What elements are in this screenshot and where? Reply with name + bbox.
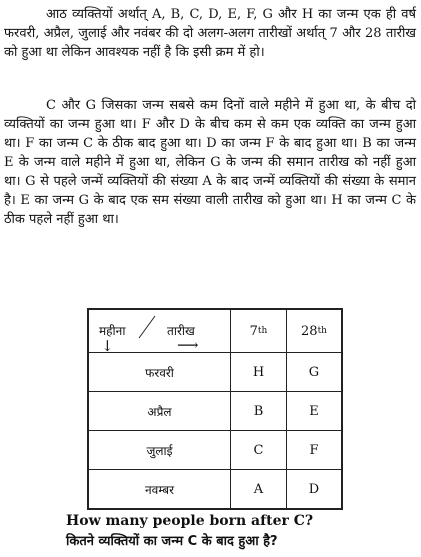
row-month-label: जुलाई bbox=[146, 443, 173, 458]
header-slash-icon bbox=[135, 312, 159, 352]
table-header-corner bbox=[89, 310, 230, 355]
table-cell: C bbox=[253, 442, 264, 458]
arrow-right-icon: ⟶ bbox=[177, 336, 199, 354]
question-hindi: कितने व्यक्तियों का जन्म C के बाद हुआ है? bbox=[66, 534, 278, 549]
column-header-7th-suffix: th bbox=[257, 326, 268, 336]
table-cell: F bbox=[309, 442, 319, 458]
row-month-label: अप्रैल bbox=[147, 404, 172, 419]
question-english: How many people born after C? bbox=[66, 513, 314, 529]
column-header-28th-value: 28 bbox=[301, 323, 318, 339]
row-month-label: फरवरी bbox=[145, 365, 174, 380]
solution-table bbox=[87, 308, 343, 510]
table-cell: A bbox=[253, 481, 264, 497]
table-cell: B bbox=[253, 403, 264, 419]
table-cell: D bbox=[308, 481, 320, 497]
column-header-7th bbox=[231, 310, 286, 352]
intro-paragraph: आठ व्यक्तियों अर्थात् A, B, C, D, E, F, G और H का जन्म एक ही वर्ष फरवरी, अप्रैल, जुलाई और नवंबर की दो अलग-अलग तारीखों अर्थात् 7 और 28 तारीख को हुआ था लेकिन आवश्यक नहीं है कि इसी क्रम में हो। bbox=[4, 7, 416, 60]
conditions-paragraph: C और G जिसका जन्म सबसे कम दिनों वाले महीने में हुआ था, के बीच दो व्यक्तियों का जन्म हुआ था। F और D के बीच कम से कम एक व्यक्ति का जन्म हुआ था। F का जन्म C के ठीक बाद हुआ था। D का जन्म F के बाद हुआ था। B का जन्म E के जन्म वाले महीने में हुआ था, लेकिन G के जन्म की समान तारीख को नहीं हुआ था। G से पहले जन्में व्यक्तियों की संख्या A के बाद जन्में व्यक्तियों की संख्या के समान है। E का जन्म G के बाद एक सम संख्या वाली तारीख को हुआ था। H का जन्म C के ठीक पहले नहीं हुआ था। bbox=[4, 98, 416, 227]
column-header-28th-suffix: th bbox=[317, 326, 327, 336]
table-cell: H bbox=[252, 364, 265, 380]
header-date-label: तारीख bbox=[167, 324, 195, 338]
row-month-label: नवम्बर bbox=[145, 482, 174, 497]
arrow-down-icon: ↓ bbox=[101, 337, 114, 355]
column-header-7th-value: 7 bbox=[249, 323, 258, 339]
header-month-label: महीना bbox=[99, 324, 126, 338]
table-cell: E bbox=[309, 403, 319, 419]
column-header-28th bbox=[287, 310, 341, 352]
table-cell: G bbox=[308, 364, 320, 380]
